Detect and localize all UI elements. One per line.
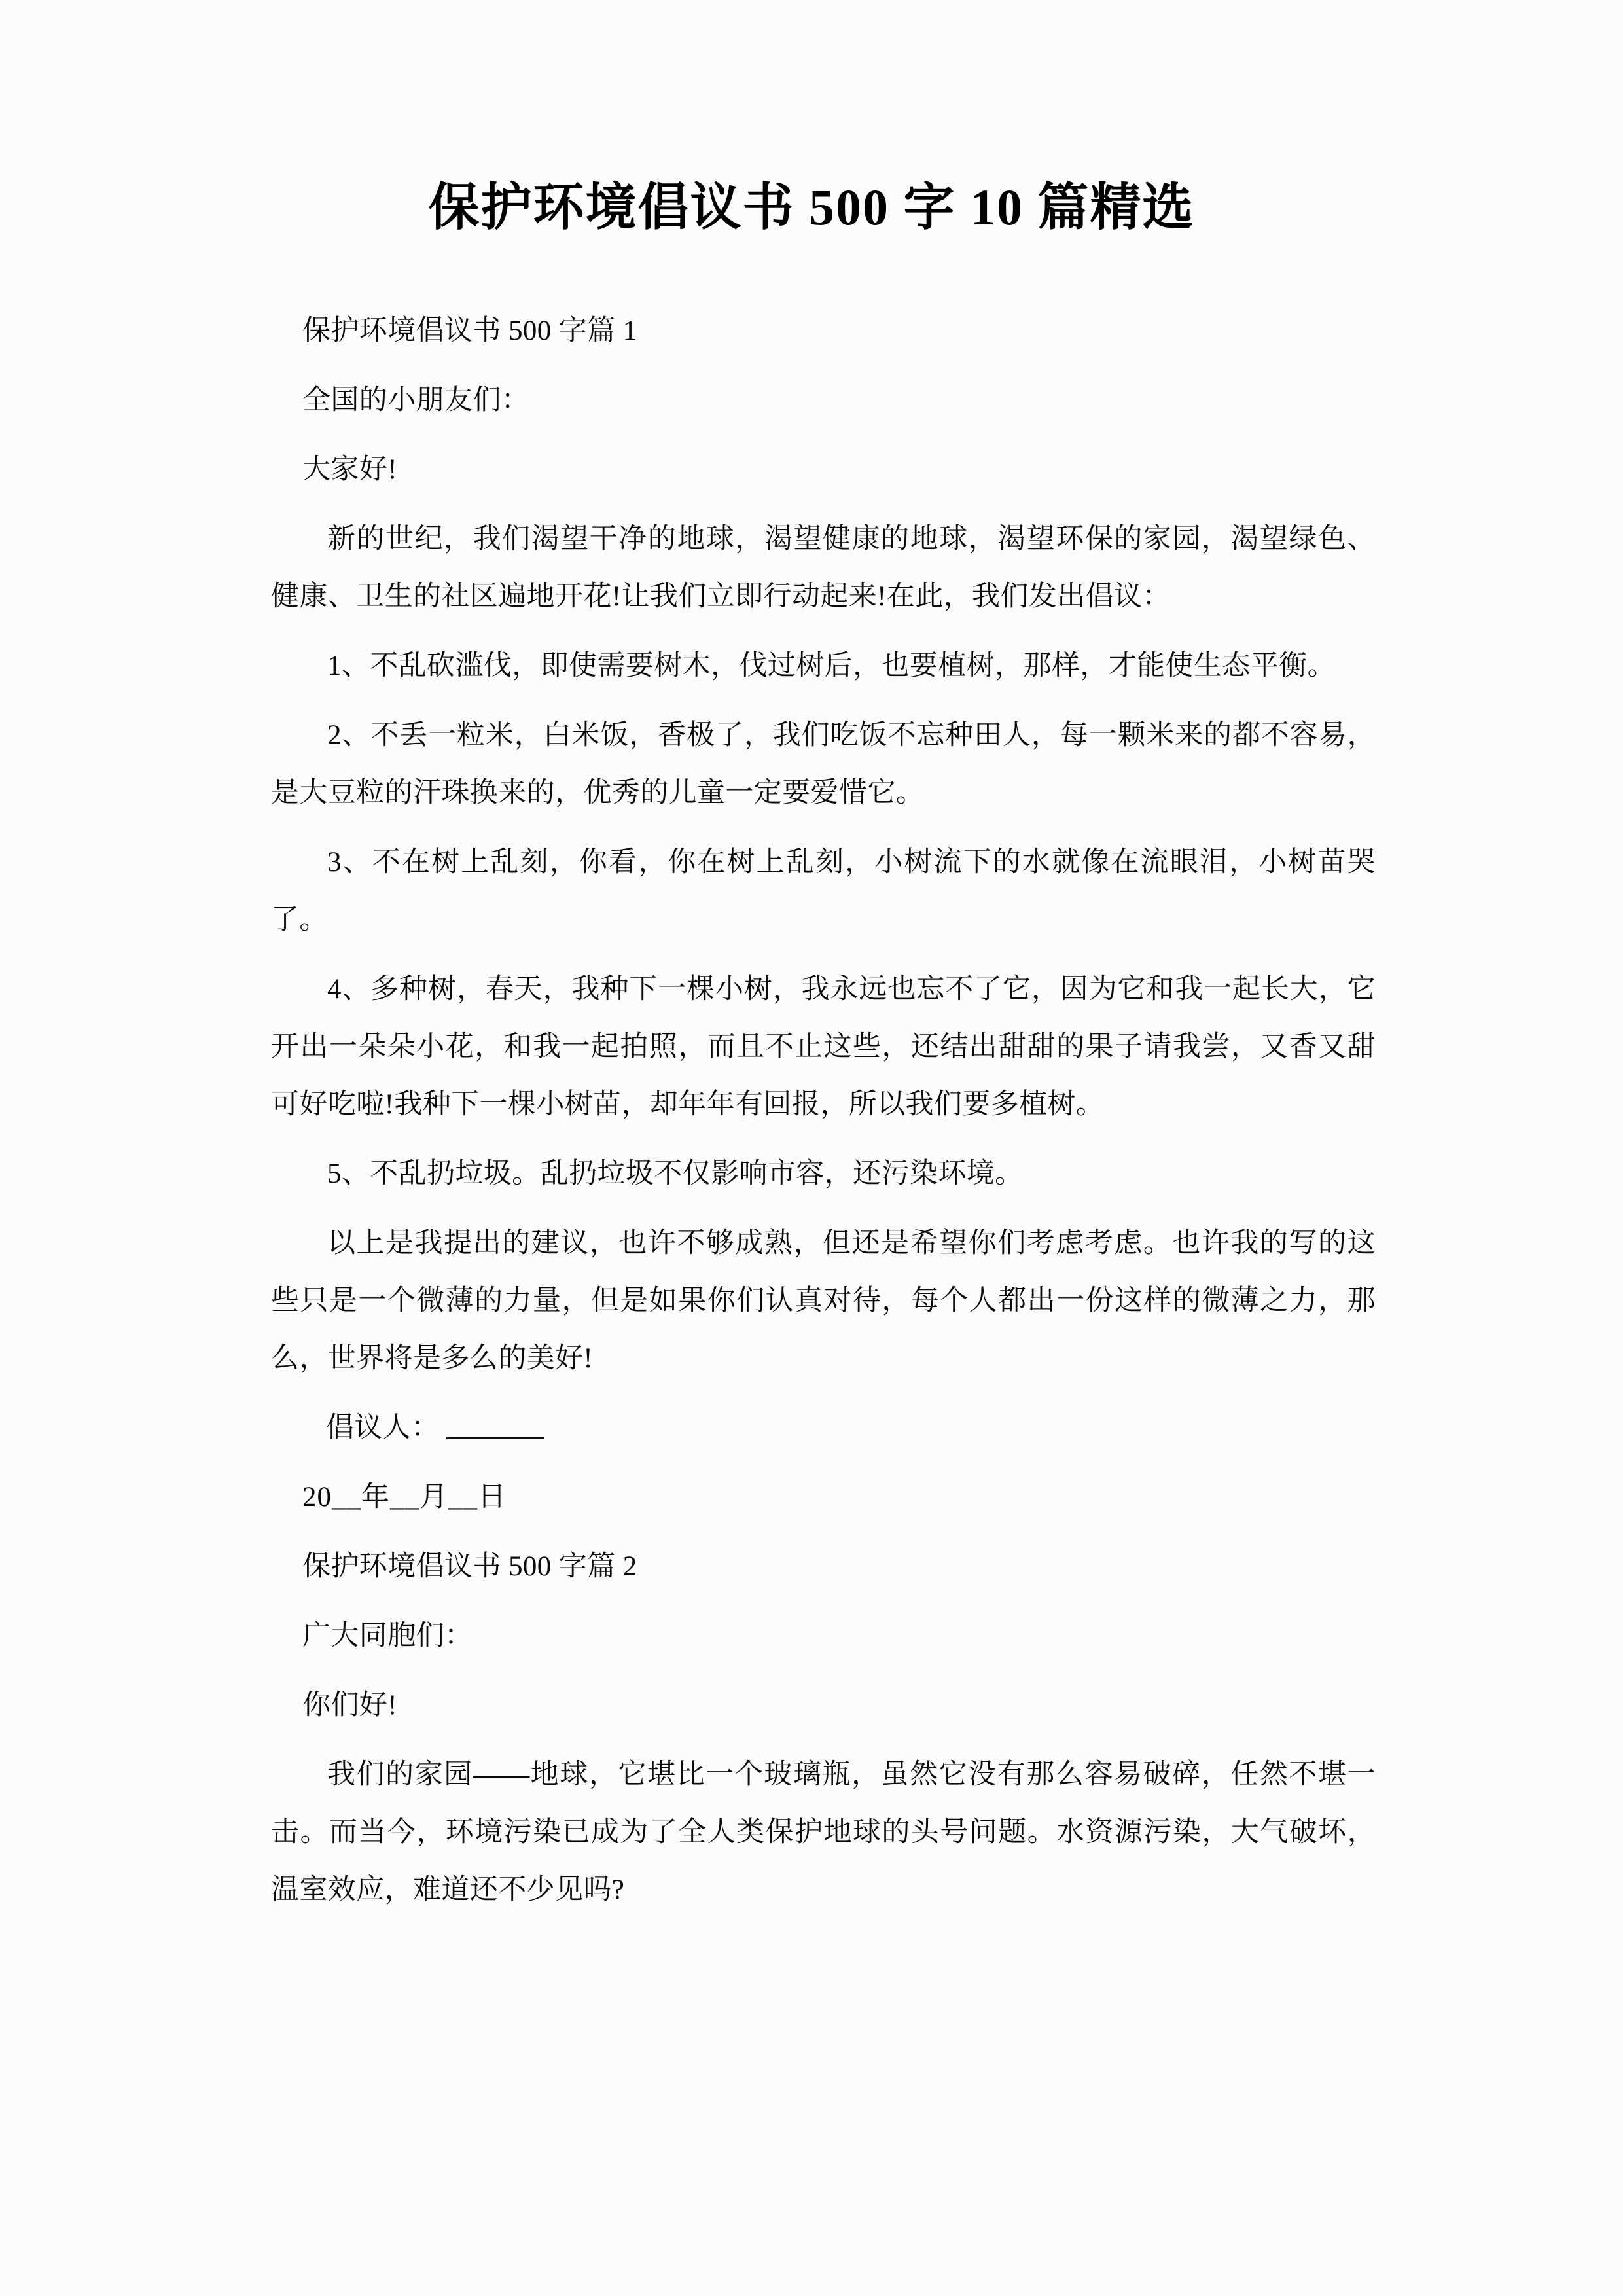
document-body xyxy=(247,302,1376,1919)
signature-blank xyxy=(446,1437,544,1439)
section-1-signature-line xyxy=(326,1399,1376,1457)
section-1-item-3: 3、不在树上乱刻，你看，你在树上乱刻，小树流下的水就像在流眼泪，小树苗哭了。 xyxy=(271,846,1376,935)
section-1-closing: 以上是我提出的建议，也许不够成熟，但还是希望你们考虑考虑。也许我的写的这些只是一个微薄的力量，但是如果你们认真对待，每个人都出一份这样的微薄之力，那么，世界将是多么的美好! xyxy=(271,1227,1376,1374)
section-2-heading: 保护环境倡议书 500 字篇 2 xyxy=(302,1551,637,1582)
section-1-salutation: 全国的小朋友们： xyxy=(302,384,530,416)
section-2-intro: 我们的家园——地球，它堪比一个玻璃瓶，虽然它没有那么容易破碎，任然不堪一击。而当今，环境污染已成为了全人类保护地球的头号问题。水资源污染，大气破坏，温室效应，难道还不少见吗? xyxy=(271,1759,1376,1905)
section-1-item-5: 5、不乱扔垃圾。乱扔垃圾不仅影响市容，还污染环境。 xyxy=(327,1158,1024,1189)
section-1-heading: 保护环境倡议书 500 字篇 1 xyxy=(302,315,637,346)
section-1-intro: 新的世纪，我们渴望干净的地球，渴望健康的地球，渴望环保的家园，渴望绿色、健康、卫生的社区遍地开花!让我们立即行动起来!在此，我们发出倡议： xyxy=(271,523,1376,612)
section-1-item-2: 2、不丢一粒米，白米饭，香极了，我们吃饭不忘种田人，每一颗米来的都不容易，是大豆粒的汗珠换来的，优秀的儿童一定要爱惜它。 xyxy=(271,719,1376,808)
section-1-item-4: 4、多种树，春天，我种下一棵小树，我永远也忘不了它，因为它和我一起长大，它开出一朵朵小花，和我一起拍照，而且不止这些，还结出甜甜的果子请我尝，又香又甜可好吃啦!我种下一棵小树苗，却年年有回报，所以我们要多植树。 xyxy=(271,973,1376,1120)
section-1-date-line: 20__年__月__日 xyxy=(302,1481,507,1513)
section-2-salutation: 广大同胞们： xyxy=(302,1620,473,1651)
section-1-item-1: 1、不乱砍滥伐，即使需要树木，伐过树后，也要植树，那样，才能使生态平衡。 xyxy=(327,650,1336,681)
signature-label: 倡议人： xyxy=(326,1412,440,1443)
section-1-greeting: 大家好! xyxy=(302,454,397,485)
document-content xyxy=(247,0,1376,1931)
page-title: 保护环境倡议书 500 字 10 篇精选 xyxy=(428,179,1195,236)
section-2-greeting: 你们好! xyxy=(302,1689,397,1721)
